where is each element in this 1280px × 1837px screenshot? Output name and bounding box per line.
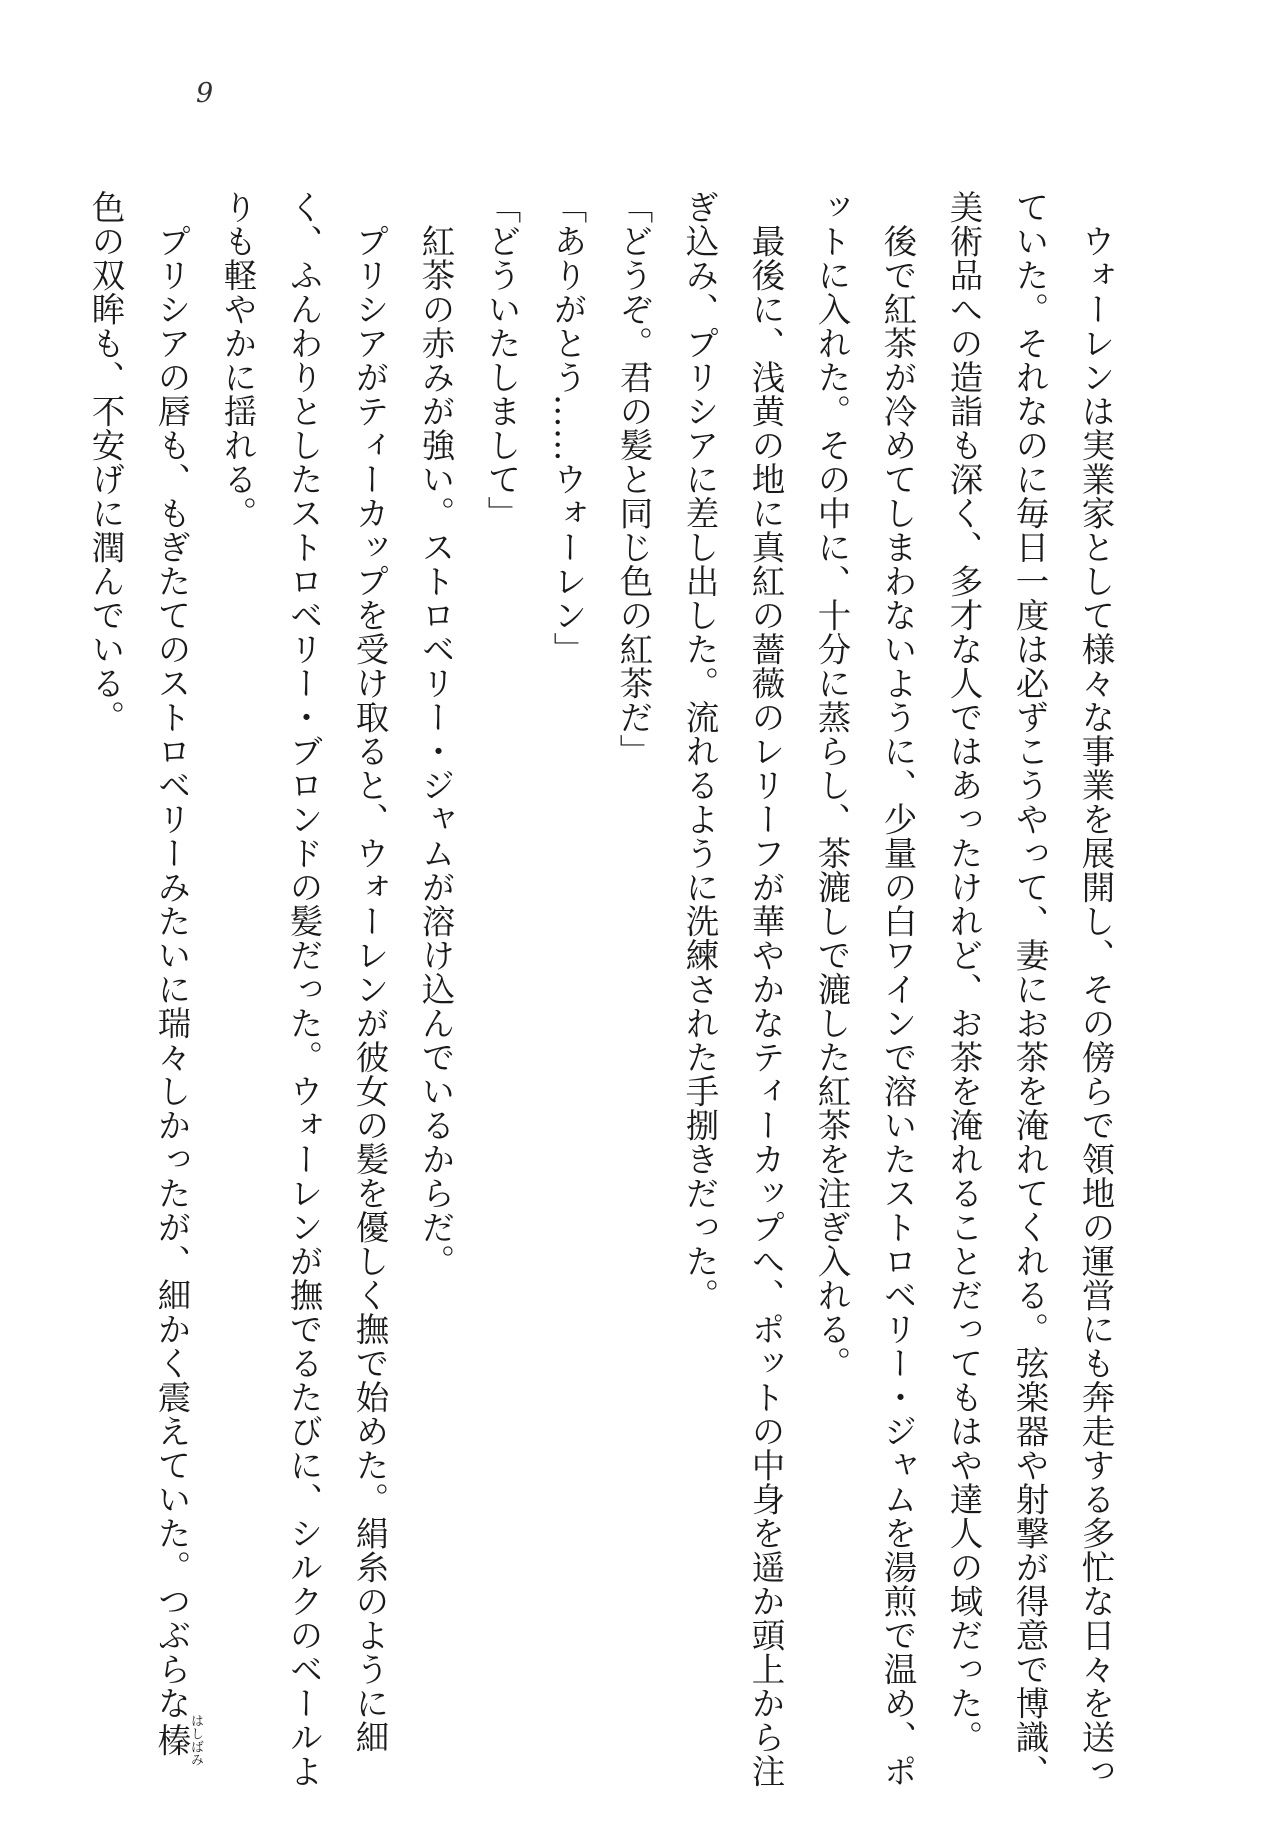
paragraph-8: プリシアがティーカップを受け取ると、ウォーレンが彼女の髪を優しく撫で始めた。絹糸のように細く、ふんわりとしたストロベリー・ブロンドの髪だった。ウォーレンが撫でるたびに、シルクのベールよりも軽やかに揺れる。 xyxy=(218,190,389,1788)
body-text xyxy=(86,190,1128,1790)
p9-base: 唇 xyxy=(152,393,191,428)
ruby-base-hashibami: 榛 xyxy=(152,1713,191,1766)
dialog-line-3: 「どういたしまして」 xyxy=(482,190,521,530)
ruby-reading-hashibami: はしばみ xyxy=(188,1713,203,1766)
ruby-hashibami xyxy=(152,1713,203,1766)
p9-tail: 色の双眸も、不安げに潤んでいる。 xyxy=(86,190,125,734)
p9-before: プリシアの xyxy=(152,223,191,394)
paragraph-1: ウォーレンは実業家として様々な事業を展開し、その傍らで領地の運営にも奔走する多忙な日々を送っていた。それなのに毎日一度は必ずこうやって、妻にお茶を淹れてくれる。弦楽器や射撃が得意で博識、美術品への造詣も深く、多才な人ではあったけれど、お茶を淹れることだってもはや達人の域だった。 xyxy=(944,190,1115,1788)
page-number: 9 xyxy=(196,78,214,109)
paragraph-2: 後で紅茶が冷めてしまわないように、少量の白ワインで溶いたストロベリー・ジャムを湯煎で温め、ポットに入れた。その中に、十分に蒸らし、茶漉しで漉した紅茶を注ぎ入れる。 xyxy=(812,190,917,1788)
dialog-line-2: 「ありがとう……ウォーレン」 xyxy=(548,190,587,666)
p9-middle: も、もぎたてのストロベリーみたいに瑞々しかったが、細かく震えていた。つぶらな xyxy=(152,427,191,1720)
paragraph-3: 最後に、浅黄の地に真紅の薔薇のレリーフが華やかなティーカップへ、ポットの中身を遥か頭上から注ぎ込み、プリシアに差し出した。流れるように洗練された手捌きだった。 xyxy=(680,190,785,1788)
paragraph-7: 紅茶の赤みが強い。ストロベリー・ジャムが溶け込んでいるからだ。 xyxy=(416,223,455,1278)
dialog-line-1: 「どうぞ。君の髪と同じ色の紅茶だ」 xyxy=(614,190,653,768)
paragraph-9 xyxy=(72,190,204,1790)
